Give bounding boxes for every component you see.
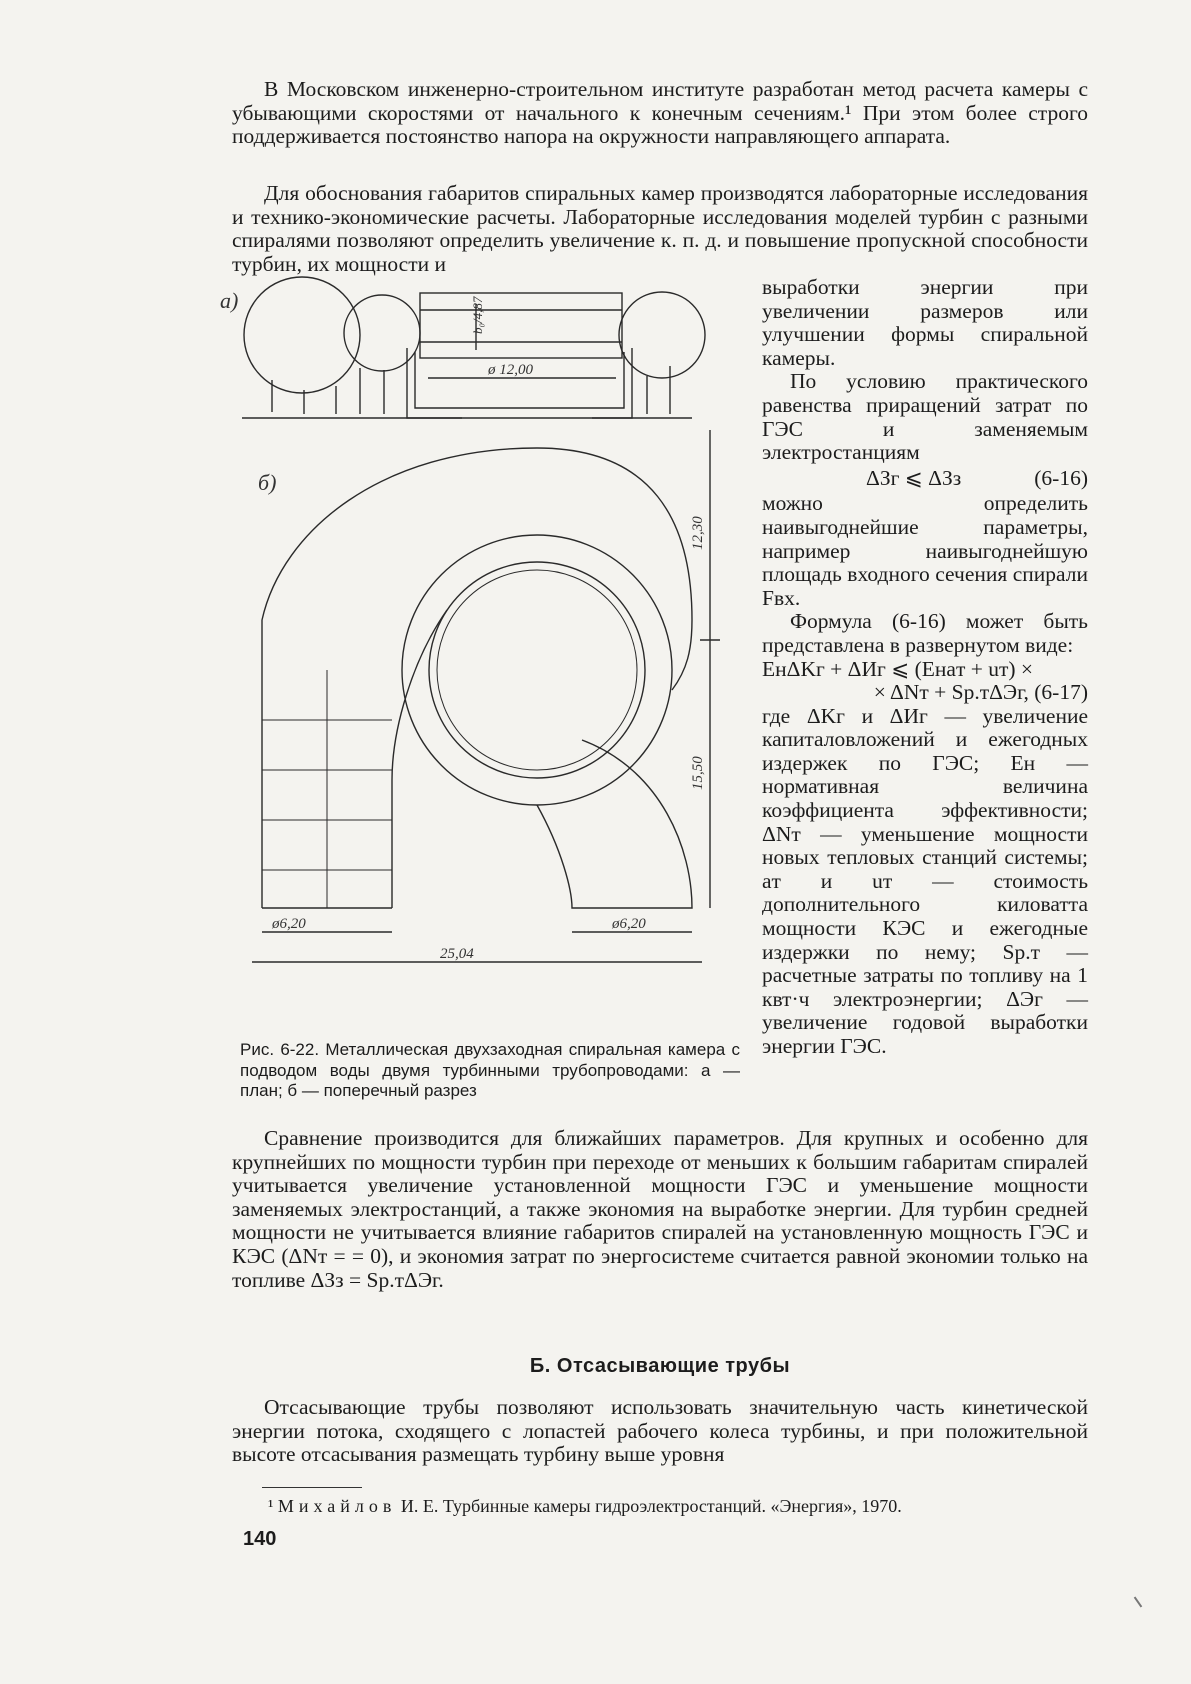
plan-conduit xyxy=(420,293,622,358)
section-heading: Б. Отсасывающие трубы xyxy=(529,1355,791,1377)
figure-caption: Рис. 6-22. Металлическая двухзаходная спиральная камера с подводом воды двумя турбинными трубопроводами: а — план; б — поперечный разрез xyxy=(240,1040,740,1100)
right-column xyxy=(762,276,1088,1059)
paragraph-1: В Московском инженерно-строительном институте разработан метод расчета камеры с убывающими скоростями от начального к конечным сечениям.¹ При этом более строго поддерживается постоянство напора на окружности направляющего аппарата. xyxy=(232,77,1088,149)
label-b: б) xyxy=(258,470,277,495)
figure-spiral-chamber xyxy=(220,288,752,1040)
formula-6-16 xyxy=(762,467,1088,491)
paragraph-4: Отсасывающие трубы позволяют использовать значительную часть кинетической энергии потока, сходящего с лопастей рабочего колеса турбины, и при положительной высоте отсасывания размещать турбину выше уровня xyxy=(232,1395,1088,1467)
spiral-outer-contour xyxy=(262,448,537,908)
footnote xyxy=(268,1495,1088,1517)
formula-6-17-line-2: × ΔNт + Sр.тΔЭг, (6-17) xyxy=(873,680,1088,705)
plan-middle-circle xyxy=(344,295,420,371)
plan-dim-height: b₀/4,87 xyxy=(470,296,485,334)
plan-dim-diameter: ø 12,00 xyxy=(488,362,533,378)
formula-6-16-number: (6-16) xyxy=(1034,465,1088,490)
right-pipe xyxy=(537,740,692,908)
paragraph-2: Для обоснования габаритов спиральных камер производятся лабораторные исследования и технико-экономические расчеты. Лабораторные исследования моделей турбин с разными спиралями позволяют определить увеличение к. п. д. и повышение пропускной способности турбин, их мощности и xyxy=(232,181,1088,276)
spiral-chamber-drawing xyxy=(220,288,752,1040)
dim-top: 12,30 xyxy=(690,516,706,550)
footnote-rule xyxy=(262,1487,362,1488)
spiral-outer-ring xyxy=(402,535,672,805)
dim-right-pipe: ø6,20 xyxy=(612,916,646,932)
paragraph-3: Сравнение производится для ближайших параметров. Для крупных и особенно для крупнейших по мощности турбин при переходе от меньших к большим габаритам спиралей учитывается увеличение установленной мощности ГЭС и уменьшение мощности заменяемых электростанций, а также экономия на выработке энергии. Для турбин средней мощности не учитывается влияние габаритов спиралей на установленную мощность ГЭС и КЭС (ΔNт = = 0), и экономия затрат по энергосистеме считается равной экономии только на топливе ΔЗз = Sр.тΔЭг. xyxy=(232,1126,1088,1292)
spiral-left-inner xyxy=(392,610,447,908)
label-a: а) xyxy=(220,288,239,313)
footnote-reference: И. Е. Турбинные камеры гидроэлектростанций. «Энергия», 1970. xyxy=(396,1496,902,1516)
footnote-marker: ¹ xyxy=(268,1496,274,1516)
right-text-5: где ΔKг и ΔИг — увеличение капиталовложений и ежегодных издержек по ГЭС; Eн — нормативная величина коэффициента эффективности; ΔNт — уменьшение мощности новых тепловых станций системы; aт и uт — стоимость дополнительного киловатта мощности КЭС и ежегодные издержки по нему; Sр.т — расчетные затраты по топливу на 1 квт·ч электроэнергии; ΔЭг — увеличение годовой выработки энергии ГЭС. xyxy=(762,703,1088,1058)
dim-bottom: 15,50 xyxy=(690,756,706,790)
page-number: 140 xyxy=(243,1528,277,1550)
right-text-1: выработки энергии при увеличении размеров или улучшении формы спиральной камеры. xyxy=(762,275,1088,370)
plan-left-circle xyxy=(244,277,360,393)
runner-circle xyxy=(429,562,645,778)
dim-left-pipe: ø6,20 xyxy=(272,916,306,932)
right-text-2: По условию практического равенства приращений затрат по ГЭС и заменяемым электростанциям xyxy=(762,369,1088,465)
right-text-4: Формула (6-16) может быть представлена в развернутом виде: xyxy=(762,609,1088,657)
formula-6-16-body: ΔЗг ⩽ ΔЗз xyxy=(866,465,962,490)
footnote-author: Михайлов xyxy=(277,1496,397,1516)
formula-6-17-line-1: EнΔKг + ΔИг ⩽ (Eнaт + uт) × xyxy=(762,656,1034,681)
scan-mark xyxy=(1134,1597,1143,1608)
dim-width: 25,04 xyxy=(440,946,474,962)
right-text-3: можно определить наивыгоднейшие параметры, например наивыгоднейшую площадь входного сечения спирали Fвх. xyxy=(762,491,1088,610)
